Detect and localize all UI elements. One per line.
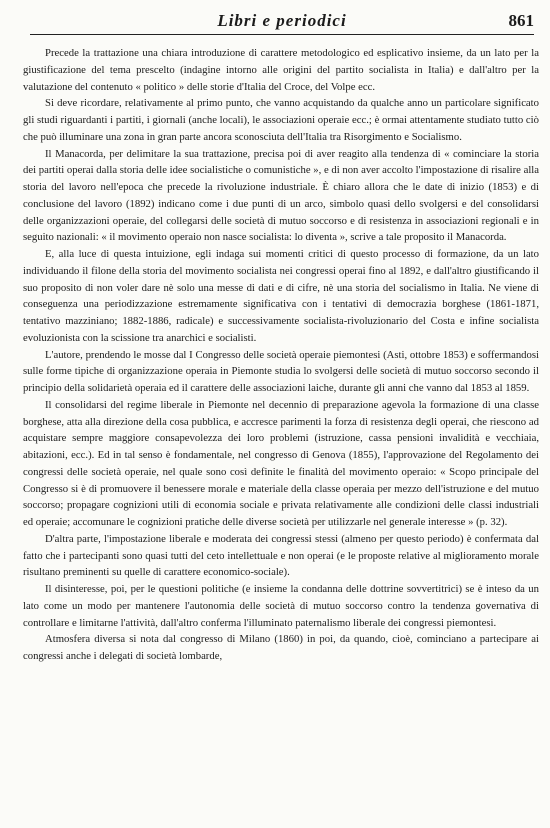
running-title: Libri e periodici <box>217 11 347 30</box>
body-text <box>23 45 539 665</box>
paragraph: Precede la trattazione una chiara introduzione di carattere metodologico ed esplicativo insieme, da un lato per la giustificazione del tema prescelto (indagine intorno alle origini del partito socialista in Italia) e dall'altro per la valutazione del contenuto « politico » delle storie d'Italia del Croce, del Volpe ecc. <box>23 47 539 93</box>
paragraph: L'autore, prendendo le mosse dal I Congresso delle società operaie piemontesi (Asti, ottobre 1853) e soffermandosi sulle forme tipiche di organizzazione operaia in Piemonte studia lo svolgersi delle società di mutuo soccorso secondo il principio della solidarietà operaia ed il carattere delle associazioni laiche, durante gli anni che vanno dal 1853 al 1859. <box>23 348 539 394</box>
paragraph: E, alla luce di questa intuizione, egli indaga sui momenti critici di questo processo di formazione, da un lato individuando il filone della storia del movimento socialista nei congressi operai fino al 1892, e dall'altro giustificando il suo proposito di non voler dare nè solo una messe di dati e di cifre, nè una storia del socialismo in Italia. Ne viene di conseguenza una periodizzazione estremamente significativa con i tentativi di democrazia borghese (1861-1871, tentativo mazziniano; 1882-1886, radicale) e successivamente socialista-rivoluzionario del Costa e infine socialista evoluzionista con la scissione tra anarchici e socialisti. <box>23 248 539 344</box>
paragraph: D'altra parte, l'impostazione liberale e moderata dei congressi stessi (almeno per questo periodo) è confermata dal fatto che i partecipanti sono quasi tutti del ceto intellettuale e non operai (e le proposte relative al miglioramento morale risultano preminenti su quelle di carattere economico-sociale). <box>23 532 539 579</box>
paragraph: Il Manacorda, per delimitare la sua trattazione, precisa poi di aver reagito alla tendenza di « cominciare la storia dei partiti operai dalla storia delle idee socialistiche o comunistiche », e di non aver accolto l'impostazione di risalire alla storia del lavoro nell'epoca che precede la rivoluzione industriale. È chiaro allora che le date di inizio (1853) e di conclusione del lavoro (1892) indicano come i due punti di un arco, simbolo quasi dello svolgersi e del consolidarsi delle organizzazioni operaie, del collegarsi delle società di mutuo soccorso e di resistenza in associazioni regionali e in seguito nazionali: « il movimento operaio non nasce socialista: lo diventa », scrive a tale proposito il Manacorda. <box>23 147 539 244</box>
paragraph: Si deve ricordare, relativamente al primo punto, che vanno acquistando da qualche anno un particolare significato gli studi riguardanti i partiti, i giornali (anche locali), le associazioni operaie ecc.; è ormai attentamente studiato tutto ciò che può illuminare una zona in gran parte ancora sconosciuta dell'Italia tra Risorgimento e Socialismo. <box>23 97 539 143</box>
paragraph: Atmosfera diversa si nota dal congresso di Milano (1860) in poi, da quando, cioè, cominciano a partecipare ai congressi anche i delegati di società lombarde, <box>23 633 539 662</box>
paragraph: Il disinteresse, poi, per le questioni politiche (e insieme la condanna delle dottrine sovvertitrici) se è inteso da un lato come un modo per mantenere l'autonomia delle società di mutuo soccorso contro la tendenza governativa di controllare e limitarne l'attività, dall'altro conferma l'illuminato paternalismo liberale dei congressi piemontesi. <box>23 583 539 629</box>
page-number: 861 <box>508 11 534 30</box>
paragraph: Il consolidarsi del regime liberale in Piemonte nel decennio di preparazione agevola la formazione di una classe borghese, atta alla direzione della cosa pubblica, e accresce parimenti la forza di resistenza degli operai, che riescono ad acquistare sempre maggiore consapevolezza dei loro problemi (istruzione, cassa pensioni invalidità e vecchiaia, abitazioni, ecc.). Ed in tal senso è fondamentale, nel congresso di Genova (1855), l'approvazione del Regolamento dei congressi delle società operaie, nel quale sono così definite le finalità del movimento operaio: « Scopo principale del Congresso si è di promuovere il benessere morale e materiale della classe operaia per mezzo dell'istruzione e del mutuo soccorso; propagare cognizioni utili di economia sociale e privata relativamente alle condizioni delle classi industriali ed operaie; accomunare le cognizioni pratiche delle diverse società per utilizzarle nel generale interesse » (p. 32). <box>23 398 539 528</box>
running-head <box>30 10 534 35</box>
